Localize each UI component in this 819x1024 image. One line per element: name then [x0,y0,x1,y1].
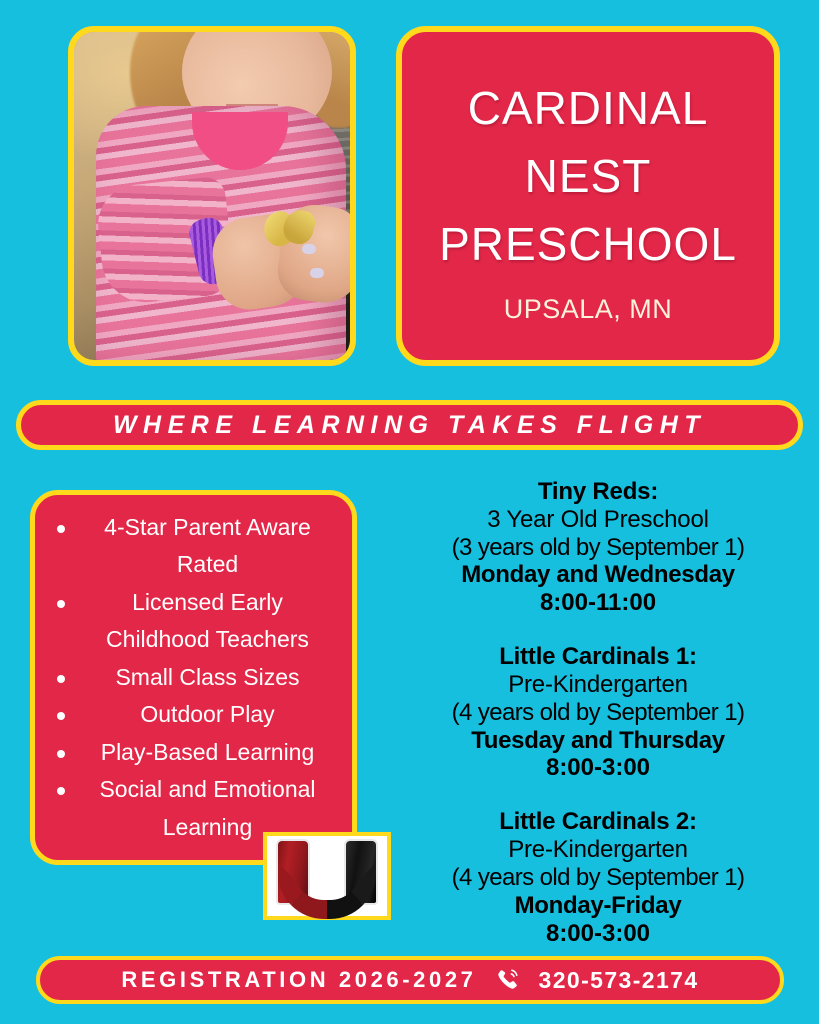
tagline-banner [16,400,803,450]
school-logo-badge [263,832,391,920]
registration-phone[interactable]: 320-573-2174 [538,966,699,993]
photo-butterfly [262,208,316,252]
program-little-cardinals-1 [396,643,800,782]
program-age-requirement: (3 years old by September 1) [451,533,745,561]
tagline-text: WHERE LEARNING TAKES FLIGHT [112,410,707,439]
program-time: 8:00-3:00 [545,754,651,782]
registration-label: REGISTRATION 2026-2027 [121,967,477,992]
program-description: Pre-Kindergarten [508,670,688,698]
list-item: Play-Based Learning [45,734,336,771]
u-monogram-icon [274,841,380,911]
features-card [30,490,357,865]
title-line-nest: NEST [524,149,652,202]
child-photo-card [68,26,356,366]
title-line-cardinal: CARDINAL [467,81,709,134]
program-time: 8:00-11:00 [539,589,657,617]
program-name: Tiny Reds: [537,478,659,505]
program-name: Little Cardinals 1: [499,643,697,671]
programs-section [396,478,800,947]
phone-ringing-icon [495,967,521,993]
list-item: Licensed Early Childhood Teachers [45,584,336,659]
title-card [396,26,780,366]
program-tiny-reds [396,478,800,617]
features-list [45,509,336,846]
list-item: Outdoor Play [45,696,336,733]
list-item: 4-Star Parent Aware Rated [45,509,336,584]
list-item: Social and Emotional Learning [45,771,336,846]
program-age-requirement: (4 years old by September 1) [451,863,745,891]
header-section [0,0,819,378]
photo-fingernail [310,268,324,278]
program-days: Tuesday and Thursday [471,726,725,754]
title-line-preschool: PRESCHOOL [439,217,737,270]
program-age-requirement: (4 years old by September 1) [451,698,745,726]
program-time: 8:00-3:00 [545,919,651,947]
child-photo [74,32,350,360]
program-little-cardinals-2 [396,808,800,947]
program-description: Pre-Kindergarten [508,836,688,864]
program-days: Monday-Friday [514,891,682,919]
registration-bar [36,956,784,1004]
program-description: 3 Year Old Preschool [487,505,709,533]
list-item: Small Class Sizes [45,659,336,696]
title-location: UPSALA, MN [503,293,673,324]
program-days: Monday and Wednesday [461,561,735,589]
program-name: Little Cardinals 2: [499,808,697,836]
